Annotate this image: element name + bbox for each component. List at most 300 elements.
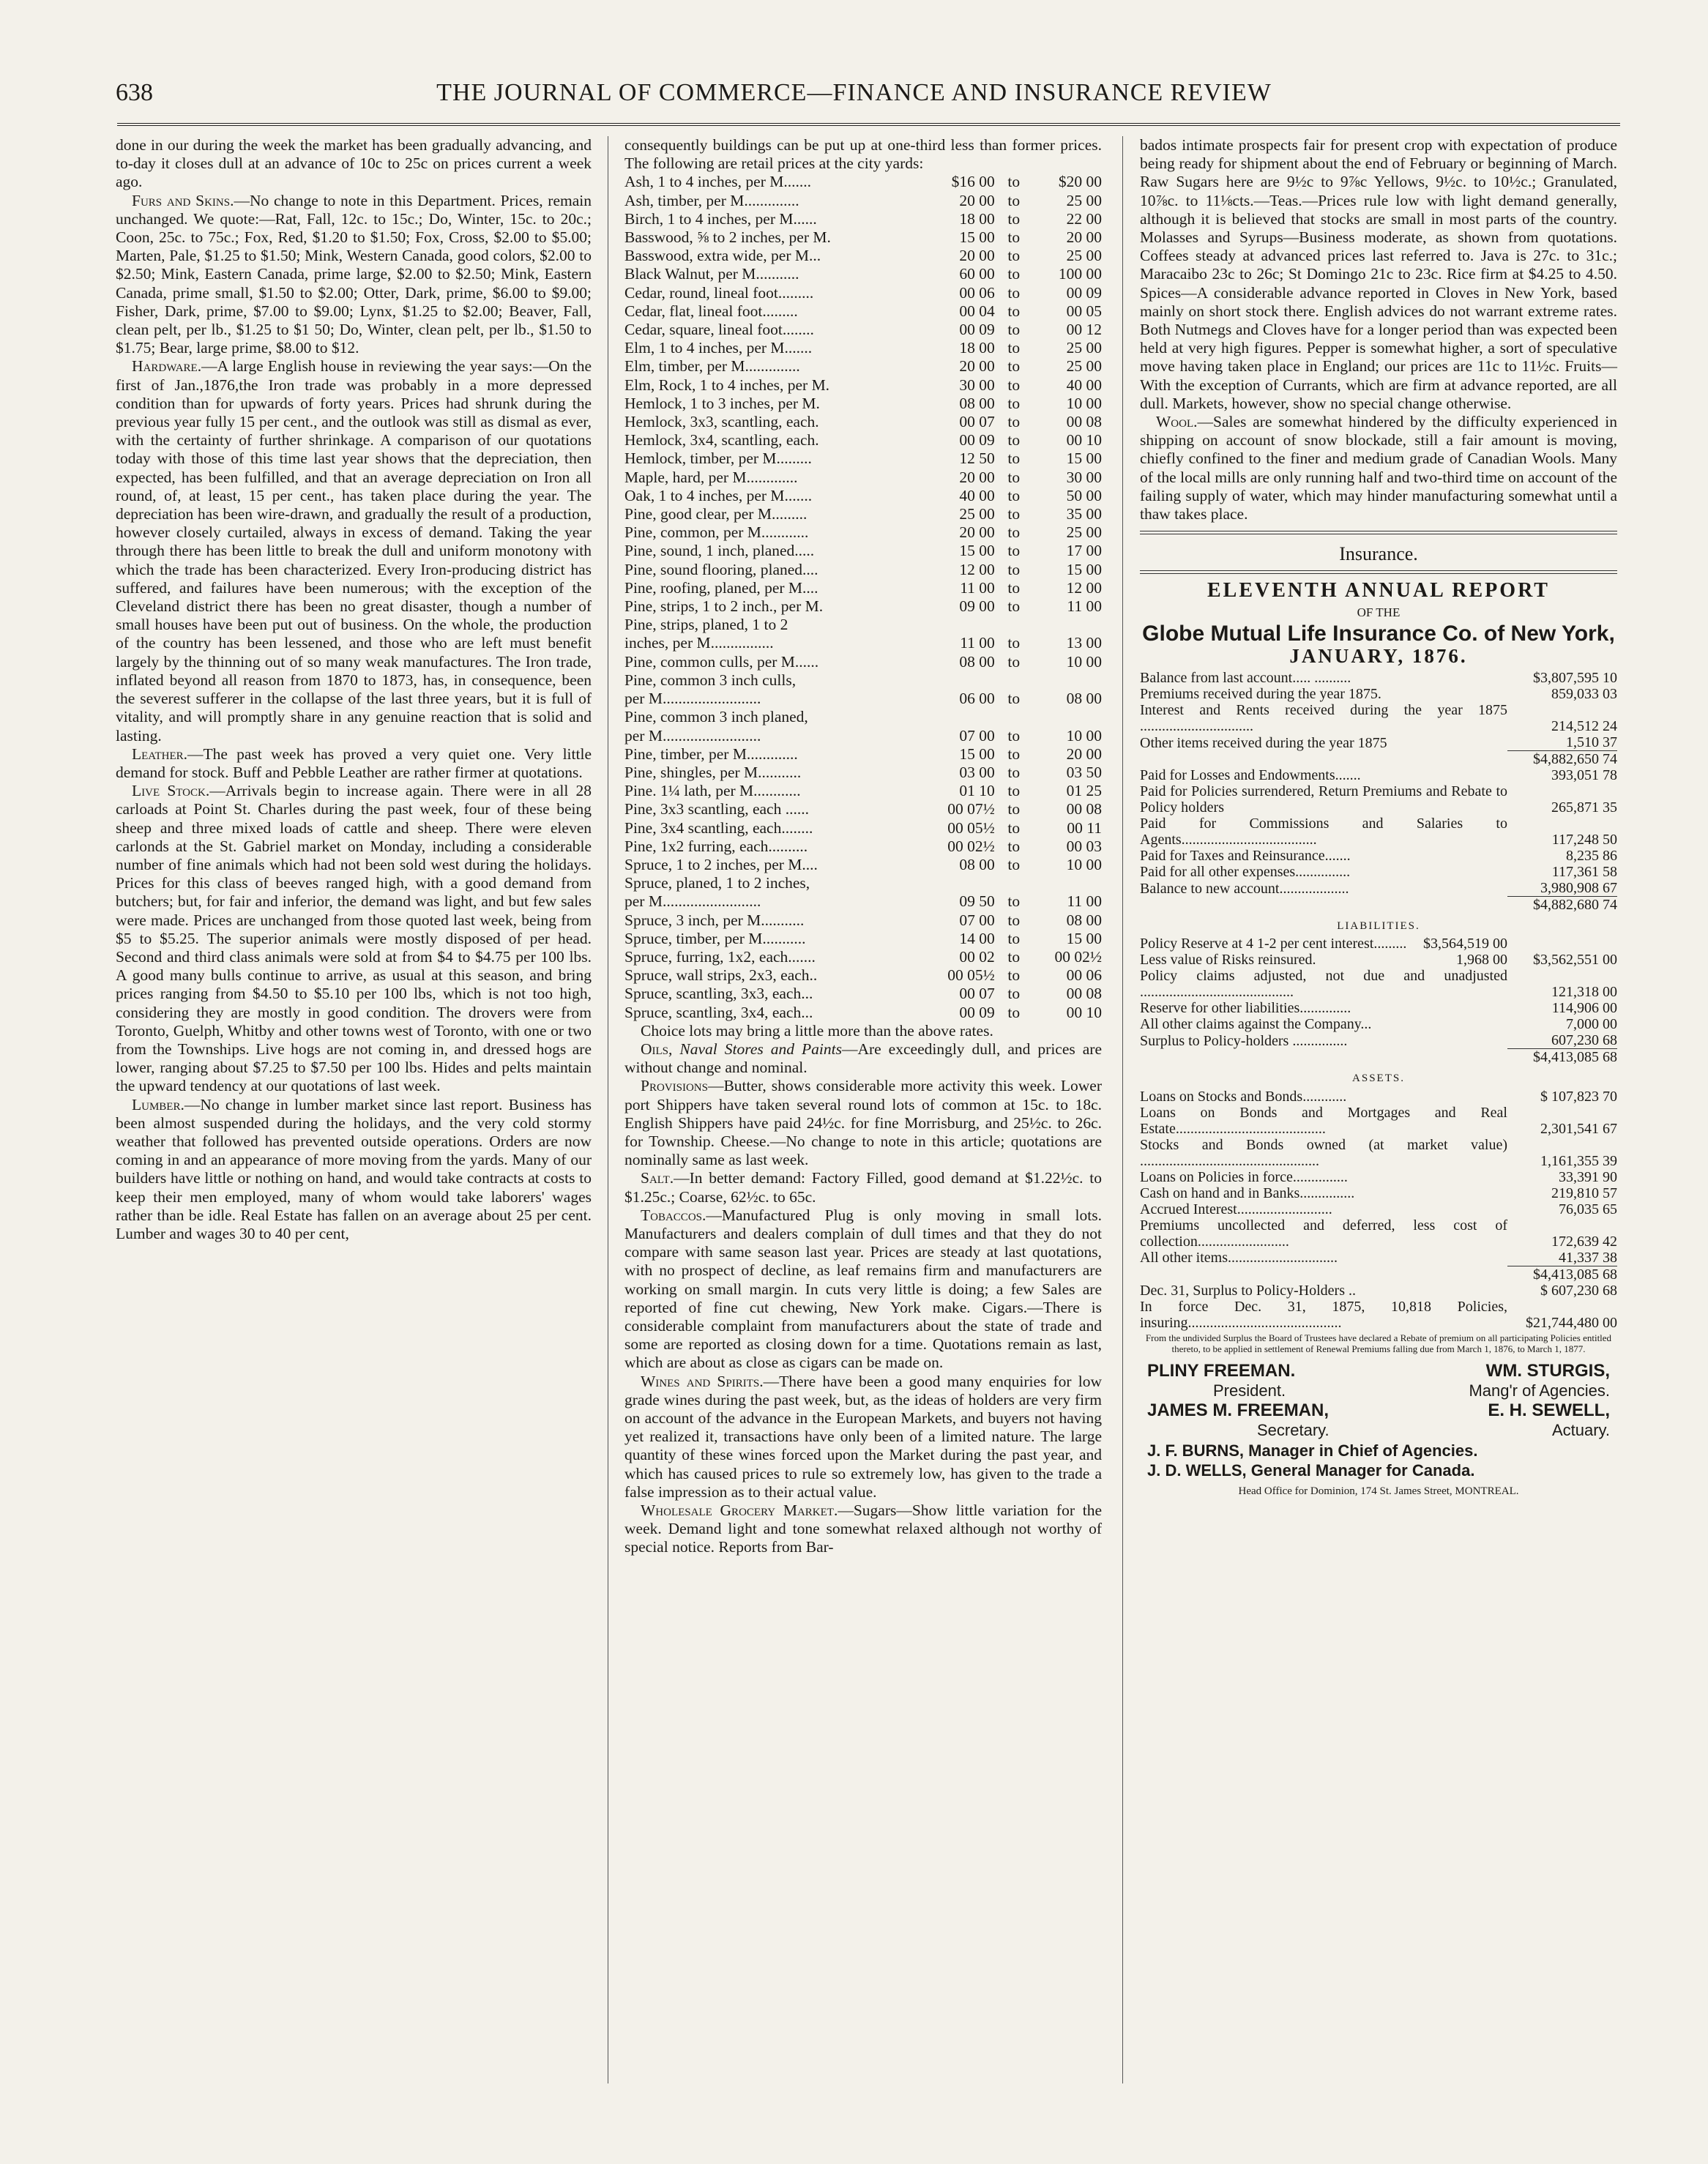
to-word: to xyxy=(1007,597,1021,616)
table-row xyxy=(1140,864,1617,880)
price-low: 00 05½ xyxy=(947,966,995,985)
to-word: to xyxy=(1007,911,1021,929)
table-row xyxy=(624,449,1102,468)
price-low: 40 00 xyxy=(959,486,995,504)
line-label: Paid for Commissions and Salaries to Agents..................................... xyxy=(1140,816,1507,848)
line-amount: $ 107,823 70 xyxy=(1540,1088,1617,1105)
line-label: Reserve for other liabilities.............. xyxy=(1140,1000,1351,1017)
to-word xyxy=(995,874,1033,892)
table-row xyxy=(624,930,1102,948)
line-amount: 1,510 37 xyxy=(1566,734,1617,751)
to-word xyxy=(995,671,1033,690)
price-low: 00 02½ xyxy=(947,837,995,855)
liabilities-heading: LIABILITIES. xyxy=(1337,920,1420,933)
line-label: Interest and Rents received during the year 1875 ............................... xyxy=(1140,702,1507,735)
price-low: 15 00 xyxy=(959,228,995,247)
price-low: 09 50 xyxy=(959,892,995,911)
price-high: 10 00 xyxy=(1066,652,1102,671)
section-head: Wines and Spirits. xyxy=(641,1372,764,1390)
section-body: —A large English house in reviewing the year says:—On the first of Jan.,1876,the Iron trade was probably in a more depressed condition than for upwards of forty years. Prices had shrunk during the previous year fully 15 per cent., and the outlook was still as dismal as ever, with the certainty of further shrinkage. A comparison of our quotations today with those of this time last year shows that the depreciation, then expected, has been fulfilled, and that an average depreciation on Iron all round, of, at least, 15 per cent., has taken place during the year. The depreciation has been wire-drawn, and gradually the result of a production, however closely curtailed, always in excess of demand. Taking the year through there has been little to break the dull and uniform monotony with which the trade has been characterized. Every Iron-producing district has suffered, and failures have been numerous; with the exception of the Cleveland district there has been no great disaster, though a number of small houses have been put out of business. On the whole, the production of the country has been lessened, and those who are left must benefit largely by the thinning out of so many weak manufactures. The Iron trade, inflated beyond all reason from 1870 to 1873, has, in consequence, been the severest sufferer in the collapse of the last three years, but it is full of vitality, and will promptly share in any genuine reaction that is solid and lasting. xyxy=(116,357,592,745)
price-low: 11 00 xyxy=(960,634,995,652)
price-low: 00 09 xyxy=(959,1003,995,1021)
to-word: to xyxy=(1007,763,1021,781)
table-row xyxy=(624,469,1102,487)
section-head: Wholesale Grocery Market. xyxy=(641,1501,838,1520)
signatory-title: Mang'r of Agencies. xyxy=(1469,1381,1610,1400)
price-low: 12 00 xyxy=(959,560,995,578)
price-high: 13 00 xyxy=(1066,634,1102,652)
section-head: Salt. xyxy=(641,1169,674,1187)
price-low: 00 04 xyxy=(959,302,995,320)
reserve-label: Policy Reserve at 4 1-2 per cent interest......... xyxy=(1140,936,1407,952)
section-head: Furs and Skins. xyxy=(132,191,234,209)
to-word: to xyxy=(1007,800,1021,818)
section-body: —There have been a good many enquiries for low grade wines during the past week, but, as the ideas of holders are very firm on account of the advance in the European Markets, and buyers not having yet realized it, transactions have only been of a limited nature. The large quantity of these wines forced upon the Market during the past year, and which has caused prices to rule so extremely low, has given to the trade a false impression as to their actual value. xyxy=(624,1372,1102,1501)
table-row xyxy=(624,247,1102,265)
price-high: 100 00 xyxy=(1058,265,1102,283)
lumber-item: Pine, common 3 inch planed, xyxy=(624,708,808,726)
signatory-name: JAMES M. FREEMAN, xyxy=(1147,1400,1330,1421)
disbursements-table xyxy=(1140,767,1617,913)
to-word: to xyxy=(1007,209,1021,228)
to-word: to xyxy=(1007,191,1021,209)
to-word: to xyxy=(1007,837,1021,855)
line-amount: 8,235 86 xyxy=(1566,848,1617,865)
table-row xyxy=(624,284,1102,302)
table-row xyxy=(624,321,1102,339)
price-high: 01 25 xyxy=(1066,782,1102,800)
office-address: Head Office for Dominion, 174 St. James Street, MONTREAL. xyxy=(1238,1485,1519,1497)
section-body: —Are exceedingly dull, and prices are without change and nominal. xyxy=(624,1040,1103,1077)
line-label: Paid for Losses and Endowments....... xyxy=(1140,767,1361,784)
price-high: 00 10 xyxy=(1066,431,1102,449)
table-row xyxy=(624,228,1102,247)
reinsured-amount: 1,968 00 xyxy=(1456,952,1507,969)
price-low: 18 00 xyxy=(959,209,995,228)
lumber-item: Pine, shingles, per M........... xyxy=(624,763,802,781)
table-row xyxy=(624,487,1102,505)
reserve-net: $3,562,551 00 xyxy=(1533,952,1617,969)
section-head-italic: Naval Stores and Paints xyxy=(679,1040,842,1058)
line-amount: 117,248 50 xyxy=(1551,832,1617,848)
lumber-item: per M......................... xyxy=(624,690,761,708)
price-high: 00 08 xyxy=(1066,985,1102,1003)
price-high: 00 05 xyxy=(1066,302,1102,320)
line-amount: 121,318 00 xyxy=(1551,984,1617,1001)
paragraph-wines xyxy=(624,1373,1102,1501)
to-word: to xyxy=(1007,578,1021,597)
price-high: 08 00 xyxy=(1066,690,1102,708)
lumber-item: Pine. 1¼ lath, per M............ xyxy=(624,782,801,800)
lumber-item: Ash, timber, per M.............. xyxy=(624,191,799,209)
column-3 xyxy=(1140,136,1617,1501)
line-label: All other claims against the Company... xyxy=(1140,1016,1372,1033)
signatory-name: WM. STURGIS, xyxy=(1485,1360,1610,1381)
line-amount: 393,051 78 xyxy=(1551,767,1617,784)
to-word: to xyxy=(1007,745,1021,763)
price-low: 07 00 xyxy=(959,726,995,745)
price-high: 00 11 xyxy=(1067,818,1102,837)
line-label: Paid for Taxes and Reinsurance....... xyxy=(1140,848,1351,865)
price-high: 10 00 xyxy=(1066,855,1102,873)
assets-total: $4,413,085 68 xyxy=(1507,1266,1617,1283)
price-low: 20 00 xyxy=(959,468,995,486)
table-row xyxy=(624,837,1102,856)
table-row xyxy=(624,579,1102,597)
table-row xyxy=(624,192,1102,210)
lumber-item: inches, per M................ xyxy=(624,634,774,652)
line-label: Cash on hand and in Banks............... xyxy=(1140,1184,1355,1201)
section-body: —The past week has proved a very quiet one. Very little demand for stock. Buff and Pebble Leather are rather firmer at quotations. xyxy=(116,745,592,781)
table-row xyxy=(624,819,1102,837)
price-low: 07 00 xyxy=(959,911,995,929)
price-high: 12 00 xyxy=(1066,578,1102,597)
column-divider xyxy=(1122,136,1123,2083)
line-label: Loans on Bonds and Mortgages and Real Estate......................................... xyxy=(1140,1104,1507,1137)
price-low xyxy=(926,708,995,726)
paragraph-leather xyxy=(116,745,592,782)
table-row xyxy=(1140,1032,1617,1049)
price-high: 15 00 xyxy=(1066,449,1102,468)
lumber-item: Pine, roofing, planed, per M.... xyxy=(624,578,818,597)
inforce-amount: $21,744,480 00 xyxy=(1526,1314,1617,1331)
section-rule xyxy=(1140,570,1617,574)
line-label: All other items.............................. xyxy=(1140,1250,1338,1266)
table-row xyxy=(1140,968,1617,1000)
table-row xyxy=(624,892,1102,911)
price-high xyxy=(1033,708,1102,726)
table-row xyxy=(624,874,1102,892)
to-word: to xyxy=(1007,523,1021,542)
to-word: to xyxy=(1007,321,1021,339)
price-low: 14 00 xyxy=(959,929,995,947)
table-row xyxy=(624,800,1102,818)
lumber-item: Maple, hard, per M............. xyxy=(624,468,798,486)
table-row xyxy=(1140,1201,1617,1217)
lumber-item: Cedar, flat, lineal foot......... xyxy=(624,302,798,320)
table-row xyxy=(624,966,1102,985)
price-high: 11 00 xyxy=(1067,892,1102,911)
line-label: Surplus to Policy-holders ............... xyxy=(1140,1032,1348,1049)
inforce-label: In force Dec. 31, 1875, 10,818 Policies, insuring.......................................... xyxy=(1140,1298,1507,1331)
surplus-amount: $ 607,230 68 xyxy=(1540,1282,1617,1299)
line-label: Premiums received during the year 1875. xyxy=(1140,686,1381,703)
table-row xyxy=(1140,1217,1617,1250)
lumber-item: Spruce, planed, 1 to 2 inches, xyxy=(624,874,810,892)
table-row xyxy=(1140,1105,1617,1137)
paragraph-tobaccos xyxy=(624,1206,1102,1373)
signatory-name: E. H. SEWELL, xyxy=(1488,1400,1610,1421)
table-row xyxy=(624,561,1102,579)
price-low: 00 09 xyxy=(959,431,995,449)
price-low: 08 00 xyxy=(959,394,995,412)
price-high: 25 00 xyxy=(1066,247,1102,265)
table-row xyxy=(624,1004,1102,1022)
price-low: 00 07½ xyxy=(947,800,995,818)
to-word: to xyxy=(1007,173,1021,191)
to-word: to xyxy=(1007,449,1021,468)
paragraph: Choice lots may bring a little more than the above rates. xyxy=(641,1021,993,1040)
paragraph: bados intimate prospects fair for present crop with expectation of produce being ready for shipment about the end of February or beginning of March. Raw Sugars here are 9½c to 9⅞c Yellows, 9½c. to 10½c.; Granulated, 10⅞c. to 11⅛cts.—Teas.—Prices rule low with light demand generally, although it is believed that stocks are small in most parts of the country. Molasses and Syrups—Business moderate, as shown from quotations. Coffees steady at advanced prices last referred to. Java is 27c. to 31c.; Maracaibo 23c to 26c; St Domingo 21c to 23c. Rice firm at $4.25 to 4.50. Spices—A considerable advance reported in Cloves in New York, based mainly on short stock there. English advices do not warrant extreme rates. Both Nutmegs and Cloves have for a longer period than was expected been held at very high figures. Pepper is somewhat higher, a sort of speculative move having taken place in England; our prices are 11c to 11½c. Fruits—With the exception of Currants, which are firm at advance reported, are all dull. Markets, however, show no special change otherwise. xyxy=(1140,136,1617,412)
report-date: JANUARY, 1876. xyxy=(1289,645,1468,668)
to-word: to xyxy=(1007,357,1021,376)
lumber-item: Pine, 3x3 scantling, each ...... xyxy=(624,800,809,818)
section-rule xyxy=(1140,531,1617,534)
price-low: 18 00 xyxy=(959,339,995,357)
line-label: Paid for all other expenses............... xyxy=(1140,864,1351,881)
to-word: to xyxy=(1007,1003,1021,1021)
line-amount: 265,871 35 xyxy=(1551,799,1617,816)
paragraph-provisions xyxy=(624,1077,1102,1169)
lumber-item: Spruce, wall strips, 2x3, each.. xyxy=(624,966,818,985)
lumber-item: Spruce, scantling, 3x4, each... xyxy=(624,1003,813,1021)
to-word: to xyxy=(1007,818,1021,837)
section-head: Hardware. xyxy=(132,357,202,376)
price-low: 20 00 xyxy=(959,357,995,376)
line-label: Balance to new account................... xyxy=(1140,880,1349,897)
lumber-item: Basswood, extra wide, per M... xyxy=(624,247,821,265)
table-row xyxy=(624,671,1102,690)
price-low: 15 00 xyxy=(959,542,995,560)
table-row xyxy=(1140,686,1617,702)
header-rule xyxy=(117,123,1620,126)
to-word xyxy=(995,616,1033,634)
section-body: —Butter, shows considerable more activity this week. Lower port Shippers have taken several round lots of common at 15c. to 18c. English Shippers have paid 24½c. for fine Morrisburg, and 25½c. to 26c. for Township. Cheese.—No change to note in this article; quotations are nominally same as last week. xyxy=(624,1077,1102,1169)
to-word: to xyxy=(1007,985,1021,1003)
price-high: $20 00 xyxy=(1058,173,1102,191)
to-word: to xyxy=(1007,542,1021,560)
to-word: to xyxy=(1007,892,1021,911)
table-row xyxy=(624,634,1102,652)
price-low: 11 00 xyxy=(960,578,995,597)
line-amount: $3,807,595 10 xyxy=(1533,670,1617,687)
line-amount: 114,906 00 xyxy=(1551,1000,1617,1017)
table-row xyxy=(1140,880,1617,897)
to-word: to xyxy=(1007,726,1021,745)
price-high: 03 50 xyxy=(1066,763,1102,781)
surplus-label: Dec. 31, Surplus to Policy-Holders .. xyxy=(1140,1282,1356,1299)
page-header xyxy=(110,79,1598,116)
line-amount: 33,391 90 xyxy=(1559,1168,1617,1185)
table-row xyxy=(1140,783,1617,816)
assets-table xyxy=(1140,1089,1617,1331)
signatory-name: PLINY FREEMAN. xyxy=(1147,1360,1296,1381)
price-low xyxy=(926,874,995,892)
table-row xyxy=(624,505,1102,523)
table-row xyxy=(1140,1089,1617,1105)
lumber-item: Hemlock, timber, per M......... xyxy=(624,449,812,468)
section-head: Provisions xyxy=(641,1077,708,1095)
table-row xyxy=(624,210,1102,228)
to-word: to xyxy=(1007,505,1021,523)
liabilities-items xyxy=(1140,968,1617,1065)
price-high: 20 00 xyxy=(1066,228,1102,247)
lumber-item: Birch, 1 to 4 inches, per M...... xyxy=(624,209,817,228)
table-row xyxy=(624,395,1102,413)
line-amount: 219,810 57 xyxy=(1551,1184,1617,1201)
to-word: to xyxy=(1007,431,1021,449)
report-title: ELEVENTH ANNUAL REPORT xyxy=(1207,579,1550,602)
price-high: 00 02½ xyxy=(1054,947,1102,966)
price-low: 00 07 xyxy=(959,413,995,431)
lumber-item: Pine, common, per M............ xyxy=(624,523,809,542)
table-row xyxy=(1140,1250,1617,1266)
price-low: 00 07 xyxy=(959,985,995,1003)
section-body: —Sugars—Show little variation for the week. Demand light and tone somewhat relaxed although not worthy of special notice. Reports from Bar- xyxy=(624,1501,1103,1556)
line-amount: 76,035 65 xyxy=(1559,1201,1617,1217)
column-1 xyxy=(116,136,592,1243)
line-label: Other items received during the year 1875 xyxy=(1140,734,1387,751)
price-high: 10 00 xyxy=(1066,394,1102,412)
lumber-item: Spruce, scantling, 3x3, each... xyxy=(624,985,813,1003)
section-head: Tobaccos. xyxy=(641,1206,706,1224)
table-row xyxy=(624,745,1102,764)
price-low: 30 00 xyxy=(959,376,995,394)
to-word: to xyxy=(1007,339,1021,357)
table-row xyxy=(624,339,1102,357)
table-row xyxy=(624,302,1102,321)
to-word: to xyxy=(1007,929,1021,947)
table-row xyxy=(624,357,1102,376)
signatory-title: Actuary. xyxy=(1551,1421,1610,1440)
table-row xyxy=(624,653,1102,671)
lumber-item: per M......................... xyxy=(624,726,761,745)
to-word xyxy=(995,708,1033,726)
table-row xyxy=(1140,816,1617,848)
line-amount: 1,161,355 39 xyxy=(1540,1152,1617,1169)
price-high: 00 06 xyxy=(1066,966,1102,985)
price-low: $16 00 xyxy=(951,173,995,191)
table-row xyxy=(1140,1016,1617,1032)
price-low: 00 06 xyxy=(959,283,995,302)
price-low: 20 00 xyxy=(959,247,995,265)
line-label: Premiums uncollected and deferred, less cost of collection......................... xyxy=(1140,1217,1507,1250)
section-head: Oils, xyxy=(641,1040,673,1058)
table-row xyxy=(624,597,1102,616)
lumber-item: Spruce, timber, per M........... xyxy=(624,929,806,947)
to-word: to xyxy=(1007,652,1021,671)
paragraph-wool xyxy=(1140,413,1617,523)
section-head: Live Stock. xyxy=(132,782,210,800)
line-amount: 172,639 42 xyxy=(1551,1233,1617,1250)
signatures xyxy=(1140,1362,1617,1480)
price-high: 35 00 xyxy=(1066,505,1102,523)
table-row xyxy=(624,911,1102,930)
paragraph: done in our during the week the market has been gradually advancing, and to-day it closes dull at an advance of 10c to 25c on prices current a week ago. xyxy=(116,136,592,191)
price-high: 00 08 xyxy=(1066,413,1102,431)
disbursements-total: $4,882,680 74 xyxy=(1507,897,1617,914)
price-high: 00 09 xyxy=(1066,283,1102,302)
lumber-item: Elm, timber, per M.............. xyxy=(624,357,800,376)
section-body: —Arrivals begin to increase again. There were in all 28 carloads at Point St. Charles during the past week, four of these being sheep and three mixed loads of cattle and sheep. There were eleven carlonds at the St. Gabriel market on Monday, including a considerable number of fine animals which had not been sold west during the holidays. Prices for this class of beeves ranged high, with a good demand from butchers; but, for fair and inferior, the demand was light, and but few sales were made. Prices are unchanged from those quoted last week, being from $5 to $5.25. The superior animals were mostly disposed of per head. Second and third class animals were sold at from $4 to $4.75 per 100 lbs. A good many bulls continue to arrive, as usual at this season, and bring prices ranging from $4.50 to $5.10 per 100 lbs, which is not too high, considering they are mostly in good condition. The drovers were from Toronto, Guelph, Whitby and other towns west of Toronto, with one or two from the Townships. Live hogs are not coming in, and dressed hogs are lower, ranging about $7.25 to $7.50 per 100 lbs. Hides and pelts maintain the upward tendency at our quotations of last week. xyxy=(116,782,592,1095)
company-name: Globe Mutual Life Insurance Co. of New York, xyxy=(1142,621,1615,646)
table-row xyxy=(1140,734,1617,751)
to-word: to xyxy=(1007,966,1021,985)
lumber-item: Cedar, round, lineal foot......... xyxy=(624,283,814,302)
to-word: to xyxy=(1007,947,1021,966)
section-head: Lumber. xyxy=(132,1095,184,1113)
price-high xyxy=(1033,616,1102,634)
price-high: 10 00 xyxy=(1066,726,1102,745)
paragraph-lumber xyxy=(116,1096,592,1244)
to-word: to xyxy=(1007,782,1021,800)
price-low: 20 00 xyxy=(959,523,995,542)
section-head: Wool. xyxy=(1156,413,1198,431)
price-high: 30 00 xyxy=(1066,468,1102,486)
line-amount: 3,980,908 67 xyxy=(1540,880,1617,897)
table-row xyxy=(624,708,1102,726)
lumber-item: Ash, 1 to 4 inches, per M....... xyxy=(624,173,811,191)
table-row xyxy=(624,413,1102,431)
lumber-item: Spruce, 3 inch, per M........... xyxy=(624,911,805,929)
paragraph-grocery xyxy=(624,1501,1102,1557)
income-table xyxy=(1140,670,1617,767)
liabilities-total: $4,413,085 68 xyxy=(1507,1049,1617,1066)
paragraph-livestock xyxy=(116,782,592,1095)
signatory-title: President. xyxy=(1213,1381,1286,1400)
price-high xyxy=(1033,671,1102,690)
table-row xyxy=(624,727,1102,745)
table-row xyxy=(624,523,1102,542)
price-low xyxy=(926,616,995,634)
price-high: 15 00 xyxy=(1066,560,1102,578)
column-2 xyxy=(624,136,1102,1557)
income-total: $4,882,650 74 xyxy=(1507,751,1617,768)
price-low: 08 00 xyxy=(959,652,995,671)
lumber-item: Elm, Rock, 1 to 4 inches, per M. xyxy=(624,376,830,394)
line-amount: 607,230 68 xyxy=(1551,1032,1617,1049)
price-high: 00 08 xyxy=(1066,800,1102,818)
price-low: 60 00 xyxy=(959,265,995,283)
price-high: 25 00 xyxy=(1066,523,1102,542)
lumber-item: Hemlock, 3x3, scantling, each. xyxy=(624,413,819,431)
table-row xyxy=(624,542,1102,560)
to-word: to xyxy=(1007,394,1021,412)
line-amount: 7,000 00 xyxy=(1566,1016,1617,1033)
table-row xyxy=(624,856,1102,874)
table-row xyxy=(1140,1137,1617,1169)
price-high: 50 00 xyxy=(1066,486,1102,504)
line-label: Paid for Policies surrendered, Return Premiums and Rebate to Policy holders xyxy=(1140,783,1507,816)
lumber-item: Pine, sound, 1 inch, planed..... xyxy=(624,542,815,560)
section-body: —In better demand: Factory Filled, good demand at $1.22½c. to $1.25c.; Coarse, 62½c. to 65c. xyxy=(624,1169,1102,1206)
table-row xyxy=(1140,1185,1617,1201)
paragraph-hardware xyxy=(116,357,592,745)
reinsured-label: Less value of Risks reinsured. xyxy=(1140,952,1316,969)
page-number: 638 xyxy=(116,79,153,106)
price-low: 06 00 xyxy=(959,690,995,708)
lumber-item: Hemlock, 3x4, scantling, each. xyxy=(624,431,819,449)
to-word: to xyxy=(1007,413,1021,431)
manager-line: J. F. BURNS, Manager in Chief of Agencies. xyxy=(1147,1441,1478,1460)
paragraph-furs xyxy=(116,192,592,358)
lumber-item: Pine, timber, per M............. xyxy=(624,745,798,763)
table-row xyxy=(624,265,1102,283)
section-body: —Manufactured Plug is only moving in small lots. Manufacturers and dealers complain of dull times and that they do not compare with same season last year. Prices are steady at last quotations, with no prospect of decline, as leaf remains firm and manufacturers are working on small margin. In cuts very little is doing; a few Sales are reported of fine cut chewing, New York make. Cigars.—There is considerable complaint from manufacturers about the state of trade and some are reported as closing down for a time. Quotations remain as last, which are about as close as cigars can be made on. xyxy=(624,1206,1102,1372)
line-amount: 117,361 58 xyxy=(1551,864,1617,881)
to-word: to xyxy=(1007,634,1021,652)
lumber-item: per M......................... xyxy=(624,892,761,911)
table-row xyxy=(624,173,1102,191)
to-word: to xyxy=(1007,486,1021,504)
table-row xyxy=(624,948,1102,966)
lumber-item: Elm, 1 to 4 inches, per M....... xyxy=(624,339,813,357)
line-label: Policy claims adjusted, not due and unadjusted .......................................... xyxy=(1140,968,1507,1001)
table-row xyxy=(1140,702,1617,734)
line-amount: 41,337 38 xyxy=(1559,1249,1617,1266)
line-label: Accrued Interest.......................... xyxy=(1140,1201,1332,1217)
to-word: to xyxy=(1007,228,1021,247)
